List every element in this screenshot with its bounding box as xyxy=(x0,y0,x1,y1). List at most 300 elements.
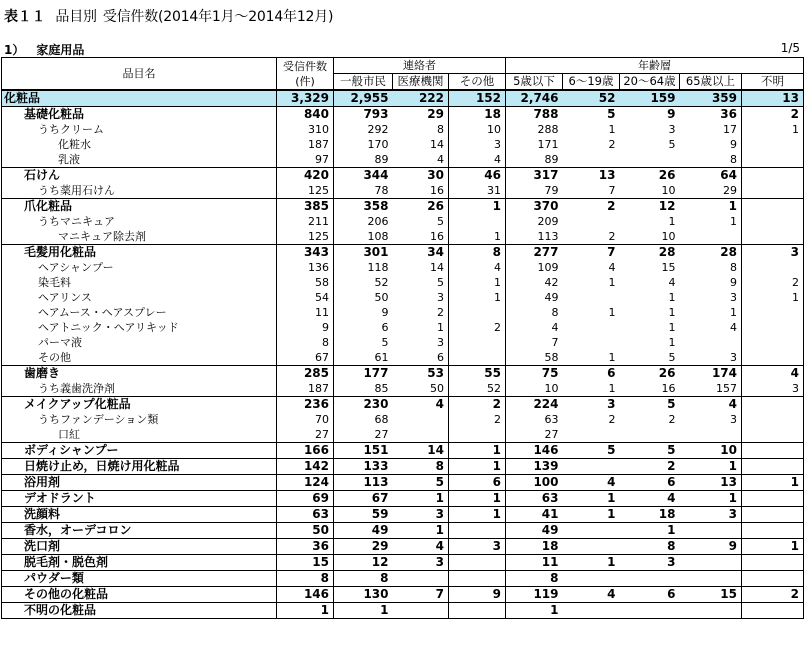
table-row xyxy=(2,260,804,275)
cell-value: 1 xyxy=(730,306,737,319)
table-row xyxy=(2,290,804,305)
item-name: パーマ液 xyxy=(2,335,277,350)
cell-value xyxy=(563,603,620,619)
table-row xyxy=(2,412,804,427)
cell-value: 288 xyxy=(537,123,559,136)
cell-value: 3,329 xyxy=(277,90,334,107)
cell-value: 8 xyxy=(730,153,737,166)
cell-value: 15 xyxy=(680,587,742,603)
cell-value: 146 xyxy=(506,443,563,459)
cell-value: 18 xyxy=(506,539,563,555)
cell-value: 2,746 xyxy=(506,90,563,107)
item-name: 毛髪用化粧品 xyxy=(2,245,277,261)
cell-value: 124 xyxy=(277,475,334,491)
cell-value xyxy=(742,412,804,427)
cell-value: 166 xyxy=(277,443,334,459)
cell-value: 1 xyxy=(608,123,616,136)
cell-value: 8 xyxy=(277,571,334,587)
cell-value: 11 xyxy=(277,305,334,320)
item-name: 洗口剤 xyxy=(2,539,277,555)
cell-value: 2 xyxy=(449,397,506,413)
cell-value: 7 xyxy=(563,245,620,261)
header-age: 年齢層 xyxy=(506,58,804,74)
cell-value: 75 xyxy=(506,366,563,382)
cell-value: 1 xyxy=(742,539,804,555)
cell-value: 125 xyxy=(277,183,334,199)
cell-value: 59 xyxy=(334,507,393,523)
cell-value: 67 xyxy=(334,491,393,507)
cell-value xyxy=(393,412,449,427)
cell-value: 5 xyxy=(437,276,444,289)
cell-value: 152 xyxy=(449,90,506,107)
cell-value: 1 xyxy=(563,491,620,507)
cell-value: 14 xyxy=(430,138,444,151)
cell-value: 344 xyxy=(334,168,393,184)
cell-value: 3 xyxy=(742,381,804,397)
cell-value: 3 xyxy=(680,507,742,523)
header-col: 不明 xyxy=(742,74,804,91)
cell-value: 55 xyxy=(449,366,506,382)
section-label: 家庭用品 xyxy=(36,43,85,57)
cell-value: 5 xyxy=(563,443,620,459)
cell-value: 14 xyxy=(393,443,449,459)
cell-value xyxy=(742,335,804,350)
cell-value: 13 xyxy=(563,168,620,184)
cell-value: 8 xyxy=(334,571,393,587)
table-row xyxy=(2,152,804,168)
header-col: 6～19歳 xyxy=(563,74,620,91)
cell-value: 52 xyxy=(449,381,506,397)
cell-value: 5 xyxy=(620,443,680,459)
cell-value: 2 xyxy=(449,320,506,335)
table-row xyxy=(2,122,804,137)
cell-value: 4 xyxy=(437,153,444,166)
cell-value: 5 xyxy=(668,351,676,364)
cell-value: 6 xyxy=(381,321,389,334)
cell-value: 52 xyxy=(563,90,620,107)
cell-value xyxy=(742,523,804,539)
cell-value: 1 xyxy=(608,351,616,364)
cell-value: 174 xyxy=(680,366,742,382)
cell-value xyxy=(449,603,506,619)
cell-value: 31 xyxy=(449,183,506,199)
cell-value: 187 xyxy=(277,381,334,397)
cell-value: 63 xyxy=(544,413,559,426)
cell-value: 285 xyxy=(277,366,334,382)
cell-value xyxy=(563,523,620,539)
cell-value: 8 xyxy=(620,539,680,555)
cell-value: 2 xyxy=(620,459,680,475)
item-name: うちクリーム xyxy=(2,122,277,137)
item-name: 洗顔料 xyxy=(2,507,277,523)
cell-value: 1 xyxy=(449,491,506,507)
table-row xyxy=(2,137,804,152)
cell-value: 8 xyxy=(393,459,449,475)
cell-value: 788 xyxy=(506,107,563,123)
item-name: 基礎化粧品 xyxy=(2,107,277,123)
cell-value: 67 xyxy=(277,350,334,366)
table-row xyxy=(2,427,804,443)
item-name: ヘアリンス xyxy=(2,290,277,305)
cell-value: 49 xyxy=(334,523,393,539)
item-name: うち義歯洗浄剤 xyxy=(2,381,277,397)
header-col: 一般市民 xyxy=(334,74,393,91)
cell-value: 2 xyxy=(608,413,616,426)
table-row xyxy=(2,275,804,290)
cell-value xyxy=(680,427,742,443)
cell-value xyxy=(742,168,804,184)
cell-value: 5 xyxy=(620,397,680,413)
cell-value: 42 xyxy=(544,276,559,289)
header-col: 医療機関 xyxy=(393,74,449,91)
cell-value: 28 xyxy=(680,245,742,261)
cell-value xyxy=(680,335,742,350)
cell-value: 9 xyxy=(730,138,737,151)
cell-value: 840 xyxy=(277,107,334,123)
cell-value: 4 xyxy=(742,366,804,382)
header-item: 品目名 xyxy=(2,58,277,91)
cell-value xyxy=(563,152,620,168)
cell-value: 64 xyxy=(680,168,742,184)
cell-value xyxy=(742,507,804,523)
cell-value: 54 xyxy=(277,290,334,305)
cell-value: 58 xyxy=(544,351,559,364)
cell-value: 16 xyxy=(430,230,444,243)
cell-value: 9 xyxy=(680,539,742,555)
item-name: 不明の化粧品 xyxy=(2,603,277,619)
cell-value: 16 xyxy=(430,184,444,197)
cell-value: 26 xyxy=(620,366,680,382)
cell-value: 10 xyxy=(449,122,506,137)
cell-value: 4 xyxy=(563,587,620,603)
cell-value xyxy=(742,555,804,571)
cell-value: 2 xyxy=(742,587,804,603)
cell-value: 15 xyxy=(277,555,334,571)
cell-value: 7 xyxy=(551,336,559,349)
cell-value xyxy=(742,459,804,475)
cell-value: 420 xyxy=(277,168,334,184)
cell-value: 1 xyxy=(563,507,620,523)
cell-value xyxy=(563,427,620,443)
title-subtitle: 受信件数(2014年1月～2014年12月) xyxy=(102,9,334,25)
header-col: 5歳以下 xyxy=(506,74,563,91)
cell-value: 68 xyxy=(374,413,389,426)
cell-value xyxy=(742,183,804,199)
cell-value: 89 xyxy=(544,153,559,166)
cell-value xyxy=(680,555,742,571)
item-name: 口紅 xyxy=(2,427,277,443)
cell-value: 29 xyxy=(334,539,393,555)
item-name: 脱毛剤・脱色剤 xyxy=(2,555,277,571)
cell-value: 1 xyxy=(449,199,506,215)
cell-value: 89 xyxy=(374,153,389,166)
cell-value xyxy=(449,214,506,229)
cell-value: 2 xyxy=(742,275,804,290)
cell-value xyxy=(680,523,742,539)
category-row xyxy=(2,443,804,459)
cell-value: 1 xyxy=(334,603,393,619)
cell-value: 1 xyxy=(680,491,742,507)
cell-value: 61 xyxy=(374,351,389,364)
cell-value xyxy=(742,229,804,245)
cell-value xyxy=(449,555,506,571)
cell-value: 125 xyxy=(277,229,334,245)
cell-value: 6 xyxy=(620,587,680,603)
header-count: 受信件数 (件) xyxy=(277,58,334,91)
cell-value: 10 xyxy=(661,184,676,197)
cell-value: 10 xyxy=(680,443,742,459)
item-name: ヘアトニック・ヘアリキッド xyxy=(2,320,277,335)
cell-value: 27 xyxy=(277,427,334,443)
cell-value: 157 xyxy=(716,382,737,395)
cell-value: 27 xyxy=(544,428,559,441)
table-row xyxy=(2,350,804,366)
cell-value: 2 xyxy=(437,306,444,319)
cell-value: 2 xyxy=(668,413,676,426)
page-number: 1/5 xyxy=(780,41,800,55)
cell-value: 3 xyxy=(437,291,444,304)
cell-value: 69 xyxy=(277,491,334,507)
item-name: 香水，オーデコロン xyxy=(2,523,277,539)
cell-value: 142 xyxy=(277,459,334,475)
cell-value xyxy=(742,199,804,215)
cell-value xyxy=(563,320,620,335)
cell-value: 27 xyxy=(374,428,389,441)
cell-value: 7 xyxy=(608,184,616,197)
cell-value: 6 xyxy=(437,351,444,364)
cell-value: 1 xyxy=(668,336,676,349)
table-row xyxy=(2,305,804,320)
table-row xyxy=(2,381,804,397)
cell-value: 28 xyxy=(620,245,680,261)
cell-value: 109 xyxy=(537,261,559,274)
cell-value: 4 xyxy=(608,261,616,274)
cell-value: 13 xyxy=(742,90,804,107)
cell-value: 3 xyxy=(563,397,620,413)
cell-value: 1 xyxy=(668,306,676,319)
item-name: 浴用剤 xyxy=(2,475,277,491)
cell-value: 2 xyxy=(608,230,616,243)
item-name: うちファンデーション類 xyxy=(2,412,277,427)
cell-value: 9 xyxy=(730,276,737,289)
cell-value: 793 xyxy=(334,107,393,123)
cell-value xyxy=(742,137,804,152)
category-row xyxy=(2,168,804,184)
cell-value: 14 xyxy=(430,261,444,274)
cell-value xyxy=(393,603,449,619)
cell-value: 159 xyxy=(620,90,680,107)
category-row xyxy=(2,603,804,619)
cell-value: 1 xyxy=(437,321,444,334)
cell-value: 2 xyxy=(742,107,804,123)
cell-value: 1 xyxy=(742,475,804,491)
cell-value: 206 xyxy=(367,215,389,228)
cell-value xyxy=(563,335,620,350)
cell-value: 211 xyxy=(277,214,334,229)
cell-value xyxy=(449,305,506,320)
cell-value: 85 xyxy=(374,382,389,395)
cell-value: 4 xyxy=(620,491,680,507)
cell-value: 3 xyxy=(620,555,680,571)
header-contact: 連絡者 xyxy=(334,58,506,74)
category-row xyxy=(2,397,804,413)
cell-value: 370 xyxy=(506,199,563,215)
cell-value: 1 xyxy=(449,290,506,305)
cell-value xyxy=(449,350,506,366)
cell-value xyxy=(393,571,449,587)
header-col: 20～64歳 xyxy=(620,74,680,91)
cell-value: 4 xyxy=(563,475,620,491)
cell-value: 36 xyxy=(277,539,334,555)
cell-value: 108 xyxy=(367,230,389,243)
cell-value: 5 xyxy=(668,138,676,151)
cell-value: 1 xyxy=(608,276,616,289)
section-title xyxy=(4,41,84,58)
header-col: 65歳以上 xyxy=(680,74,742,91)
section-number: 1） xyxy=(4,43,25,57)
cell-value: 130 xyxy=(334,587,393,603)
cell-value: 36 xyxy=(680,107,742,123)
cell-value xyxy=(742,397,804,413)
cell-value: 9 xyxy=(449,587,506,603)
cell-value xyxy=(449,523,506,539)
category-row xyxy=(2,245,804,261)
cell-value xyxy=(563,290,620,305)
item-name: ボディシャンプー xyxy=(2,443,277,459)
cell-value: 1 xyxy=(620,523,680,539)
cell-value: 1 xyxy=(668,321,676,334)
cell-value: 118 xyxy=(367,261,389,274)
cell-value xyxy=(620,427,680,443)
category-row xyxy=(2,491,804,507)
cell-value: 11 xyxy=(506,555,563,571)
cell-value xyxy=(563,571,620,587)
cell-value xyxy=(449,571,506,587)
cell-value: 177 xyxy=(334,366,393,382)
cell-value: 1 xyxy=(277,603,334,619)
item-name: メイクアップ化粧品 xyxy=(2,397,277,413)
item-name: 爪化粧品 xyxy=(2,199,277,215)
cell-value: 171 xyxy=(537,138,559,151)
cell-value: 4 xyxy=(668,276,676,289)
cell-value: 3 xyxy=(668,123,676,136)
cell-value: 3 xyxy=(437,336,444,349)
item-name: ヘアシャンプー xyxy=(2,260,277,275)
cell-value: 230 xyxy=(334,397,393,413)
cell-value: 10 xyxy=(544,382,559,395)
cell-value: 2,955 xyxy=(334,90,393,107)
cell-value: 113 xyxy=(537,230,559,243)
cell-value xyxy=(742,603,804,619)
cell-value xyxy=(563,214,620,229)
table-row xyxy=(2,183,804,199)
cell-value xyxy=(742,443,804,459)
cell-value: 2 xyxy=(608,138,616,151)
item-name: 日焼け止め，日焼け用化粧品 xyxy=(2,459,277,475)
item-name: うちマニキュア xyxy=(2,214,277,229)
category-row xyxy=(2,571,804,587)
category-row xyxy=(2,587,804,603)
cell-value: 7 xyxy=(393,587,449,603)
cell-value xyxy=(742,571,804,587)
cell-value: 78 xyxy=(374,184,389,197)
cell-value: 292 xyxy=(367,123,389,136)
table-row xyxy=(2,320,804,335)
cell-value: 12 xyxy=(620,199,680,215)
cell-value: 4 xyxy=(449,260,506,275)
cell-value xyxy=(742,214,804,229)
cell-value: 8 xyxy=(449,245,506,261)
cell-value: 8 xyxy=(437,123,444,136)
cell-value: 1 xyxy=(742,122,804,137)
cell-value: 1 xyxy=(449,507,506,523)
cell-value: 8 xyxy=(506,571,563,587)
data-table xyxy=(1,57,804,619)
cell-value: 4 xyxy=(551,321,559,334)
item-name: デオドラント xyxy=(2,491,277,507)
cell-value xyxy=(563,459,620,475)
cell-value: 4 xyxy=(393,397,449,413)
cell-value: 16 xyxy=(661,382,676,395)
cell-value: 26 xyxy=(393,199,449,215)
cell-value: 3 xyxy=(393,555,449,571)
cell-value: 236 xyxy=(277,397,334,413)
cell-value: 277 xyxy=(506,245,563,261)
cell-value: 41 xyxy=(506,507,563,523)
cell-value xyxy=(563,539,620,555)
item-name: 染毛料 xyxy=(2,275,277,290)
cell-value: 29 xyxy=(393,107,449,123)
cell-value: 1 xyxy=(449,275,506,290)
cell-value: 79 xyxy=(544,184,559,197)
cell-value: 1 xyxy=(680,459,742,475)
table-row xyxy=(2,335,804,350)
cell-value: 6 xyxy=(563,366,620,382)
cell-value: 4 xyxy=(730,321,737,334)
cell-value: 3 xyxy=(730,291,737,304)
cell-value xyxy=(742,320,804,335)
item-name: 乳液 xyxy=(2,152,277,168)
cell-value: 12 xyxy=(334,555,393,571)
cell-value: 317 xyxy=(506,168,563,184)
cell-value: 15 xyxy=(661,261,676,274)
cell-value xyxy=(742,305,804,320)
cell-value: 4 xyxy=(449,152,506,168)
category-row xyxy=(2,523,804,539)
item-name: マニキュア除去剤 xyxy=(2,229,277,245)
cell-value xyxy=(680,229,742,245)
item-name: 石けん xyxy=(2,168,277,184)
cell-value: 1 xyxy=(730,215,737,228)
cell-value: 1 xyxy=(668,291,676,304)
cell-value: 4 xyxy=(393,539,449,555)
category-row xyxy=(2,107,804,123)
item-name: 化粧品 xyxy=(2,90,277,107)
cell-value xyxy=(742,427,804,443)
title-text: 品目別 xyxy=(55,9,97,25)
cell-value: 49 xyxy=(544,291,559,304)
category-row xyxy=(2,507,804,523)
cell-value: 1 xyxy=(393,523,449,539)
cell-value: 1 xyxy=(742,290,804,305)
item-name: 化粧水 xyxy=(2,137,277,152)
cell-value: 359 xyxy=(680,90,742,107)
cell-value: 5 xyxy=(393,475,449,491)
cell-value xyxy=(620,571,680,587)
cell-value: 13 xyxy=(680,475,742,491)
cell-value: 3 xyxy=(449,539,506,555)
cell-value: 17 xyxy=(723,123,737,136)
